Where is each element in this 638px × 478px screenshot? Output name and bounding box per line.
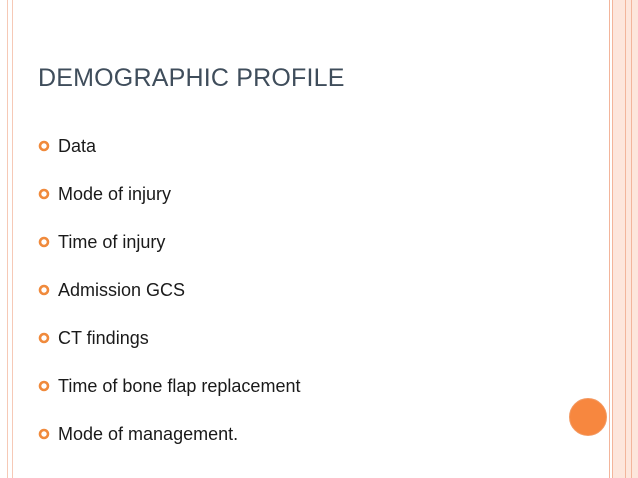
left-decor-line: [7, 0, 8, 478]
left-decor-line: [12, 0, 13, 478]
bullet-item: [38, 134, 300, 158]
bullet-item: [38, 230, 300, 254]
bullet-text: CT findings: [58, 327, 149, 348]
bullet-text: Admission GCS: [58, 279, 186, 300]
bullet-item: [38, 422, 300, 446]
bullet-text: Mode of injury: [58, 183, 172, 204]
bullet-text: Data: [58, 135, 97, 156]
bullet-item: [38, 278, 300, 302]
bullet-text: Mode of management.: [58, 423, 239, 444]
slide-title: DEMOGRAPHIC PROFILE: [38, 64, 345, 92]
bullet-text: Time of bone flap replacement: [58, 375, 301, 396]
ring-bullet-icon: [38, 236, 50, 248]
orange-circle-decoration: [569, 398, 607, 436]
ring-bullet-icon: [38, 428, 50, 440]
bullet-item: [38, 182, 300, 206]
right-decor-line: [631, 0, 632, 478]
right-decor-line: [612, 0, 613, 478]
bullet-item: [38, 326, 300, 350]
right-decor-line: [625, 0, 626, 478]
bullet-list: [38, 134, 300, 470]
ring-bullet-icon: [38, 188, 50, 200]
ring-bullet-icon: [38, 140, 50, 152]
ring-bullet-icon: [38, 380, 50, 392]
bullet-text: Time of injury: [58, 231, 166, 252]
ring-bullet-icon: [38, 284, 50, 296]
ring-bullet-icon: [38, 332, 50, 344]
bullet-item: [38, 374, 300, 398]
right-decor-line: [609, 0, 610, 478]
